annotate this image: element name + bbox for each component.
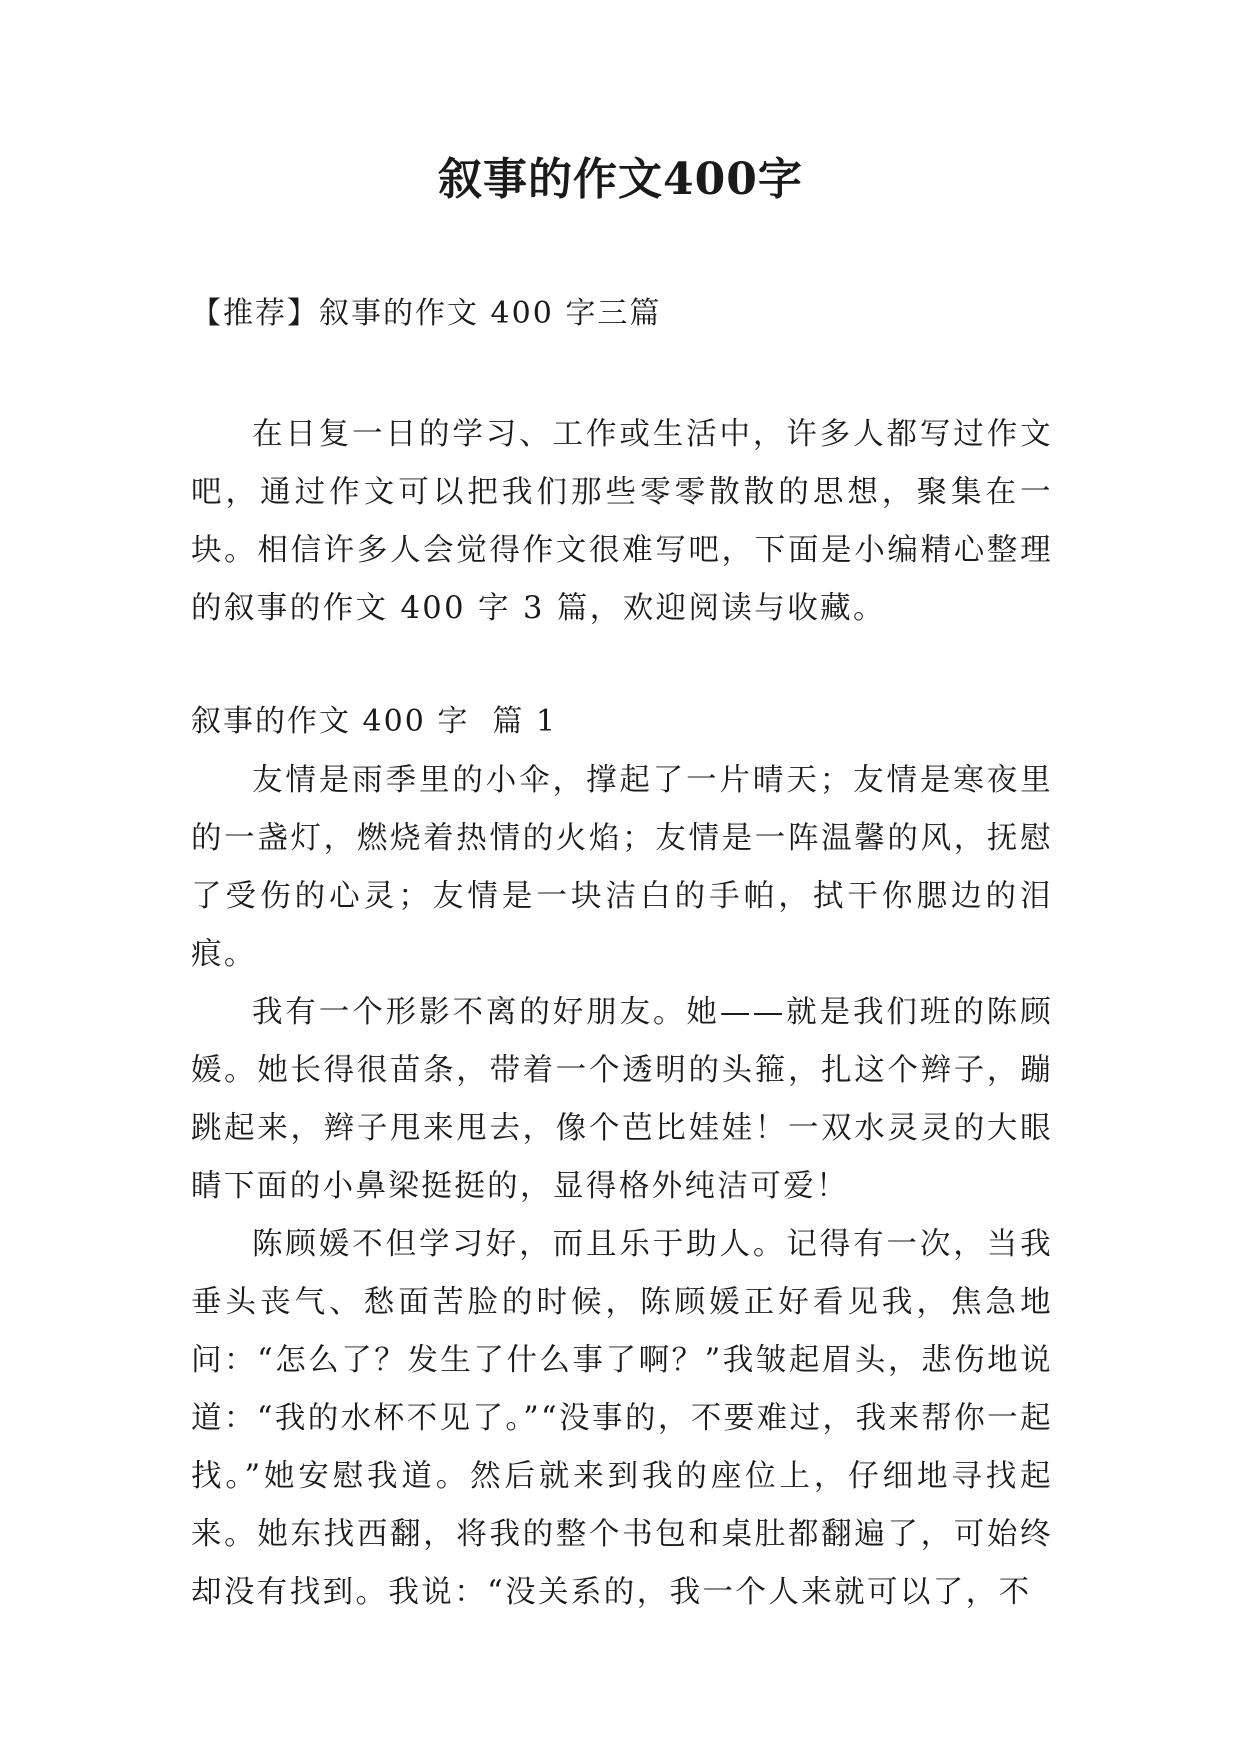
body-paragraph: 我有一个形影不离的好朋友。她——就是我们班的陈顾媛。她长得很苗条，带着一个透明的头箍，扎这个辫子，蹦跳起来，辫子甩来甩去，像个芭比娃娃！一双水灵灵的大眼睛下面的小鼻梁挺挺的，显得格外纯洁可爱！: [191, 995, 1053, 1204]
intro-paragraph: 在日复一日的学习、工作或生活中，许多人都写过作文吧，通过作文可以把我们那些零零散散的思想，聚集在一块。相信许多人会觉得作文很难写吧，下面是小编精心整理的叙事的作文 400 字 3 篇，欢迎阅读与收藏。: [191, 417, 1053, 626]
section-heading: 叙事的作文 400 字 篇 1: [191, 704, 558, 739]
document-title: 叙事的作文400字: [438, 154, 803, 205]
document-subtitle: 【推荐】叙事的作文 400 字三篇: [191, 296, 662, 331]
body-paragraph: 陈顾媛不但学习好，而且乐于助人。记得有一次，当我垂头丧气、愁面苦脸的时候，陈顾媛正好看见我，焦急地问：“怎么了？发生了什么事了啊？”我皱起眉头，悲伤地说道：“我的水杯不见了。”“没事的，不要难过，我来帮你一起找。”她安慰我道。然后就来到我的座位上，仔细地寻找起来。她东找西翻，将我的整个书包和桌肚都翻遍了，可始终却没有找到。我说：“没关系的，我一个人来就可以了，不: [191, 1227, 1053, 1610]
body-paragraph: 友情是雨季里的小伞，撑起了一片晴天；友情是寒夜里的一盏灯，燃烧着热情的火焰；友情是一阵温馨的风，抚慰了受伤的心灵；友情是一块洁白的手帕，拭干你腮边的泪痕。: [191, 763, 1053, 972]
intro-block: [191, 406, 1053, 638]
section-body: [191, 752, 1053, 1622]
